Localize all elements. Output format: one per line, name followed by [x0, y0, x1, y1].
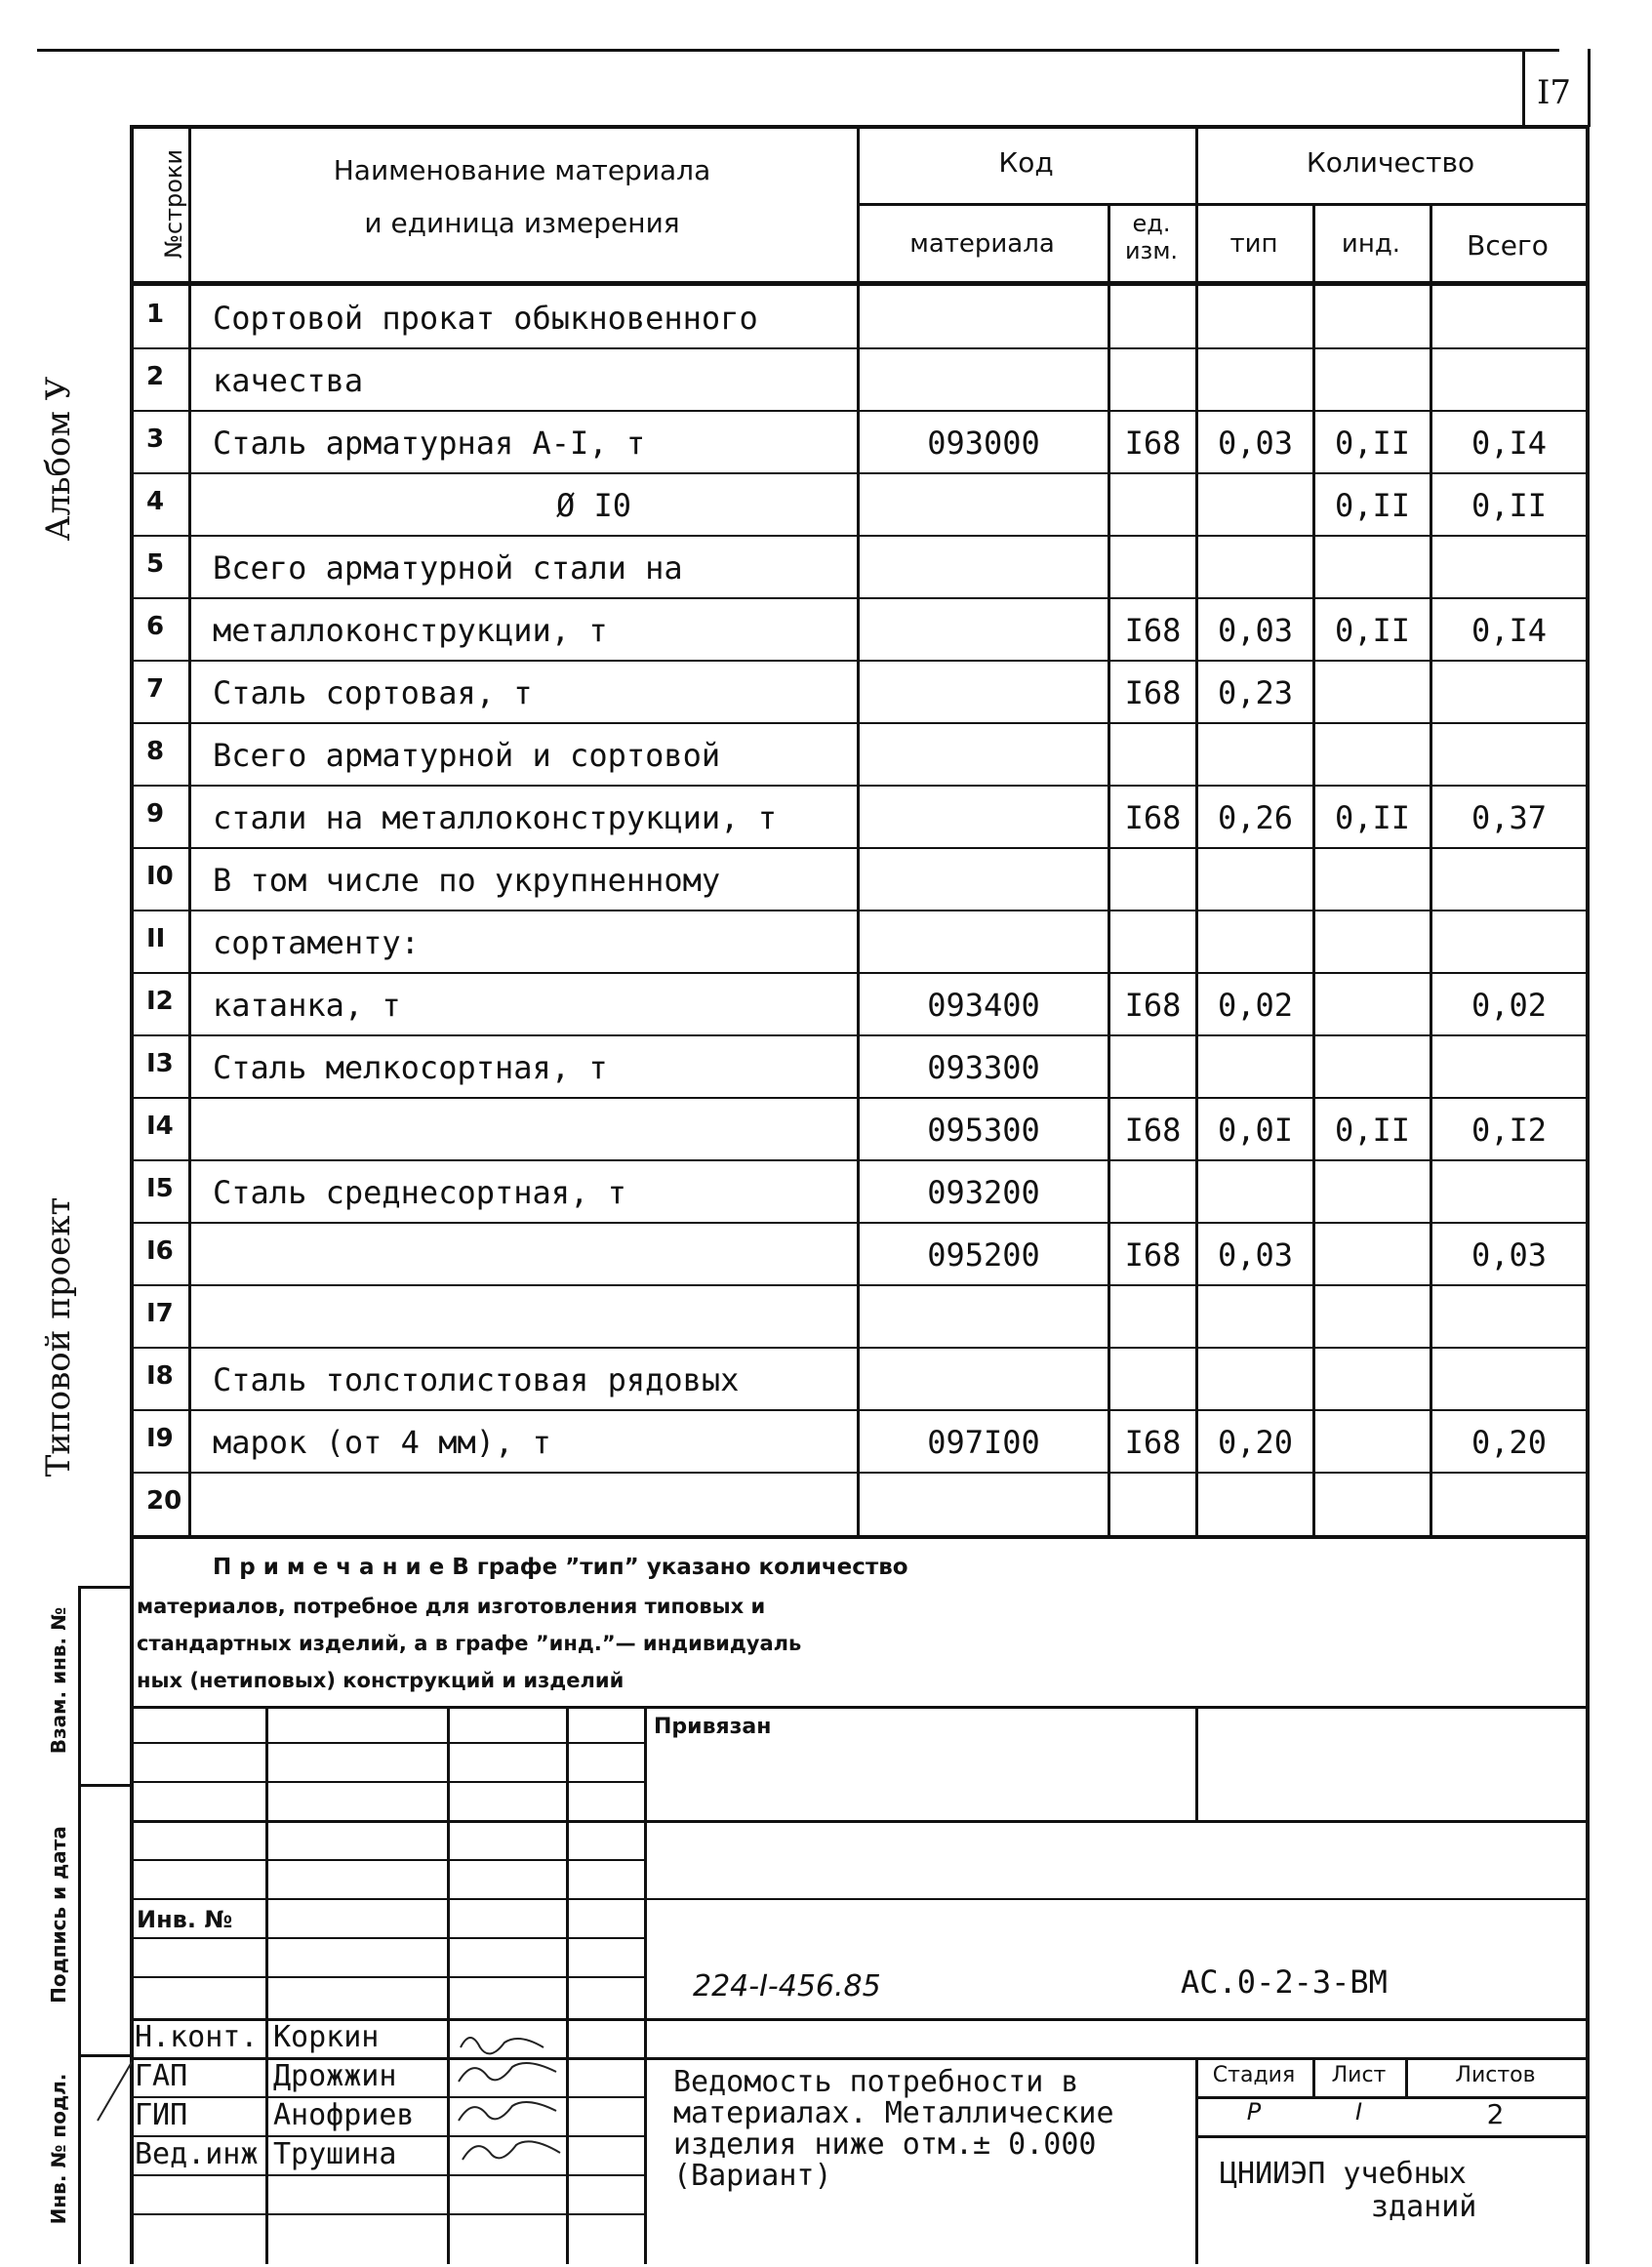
cell-typ: 0,03	[1217, 1236, 1294, 1274]
cell-typ: 0,26	[1217, 799, 1294, 836]
cell-total: 0,II	[1471, 487, 1548, 524]
header-row-no: №строки	[160, 148, 187, 260]
stamp-role: Вед.инж	[135, 2137, 259, 2171]
row-number: II	[146, 924, 166, 953]
cell-typ: 0,02	[1217, 987, 1294, 1024]
cell-total: 0,I4	[1471, 612, 1548, 649]
cell-total: 0,03	[1471, 1236, 1548, 1274]
header-ind: инд.	[1341, 229, 1401, 259]
stamp-org-line2: зданий	[1371, 2190, 1477, 2224]
cell-total: 0,02	[1471, 987, 1548, 1024]
cell-typ: 0,20	[1217, 1424, 1294, 1461]
cell-unit: I68	[1124, 1112, 1182, 1149]
header-bottom-rule	[130, 281, 1590, 286]
cell-code: 095200	[927, 1236, 1040, 1274]
stamp-org-line1: ЦНИИЭП учебных	[1220, 2157, 1467, 2191]
header-name-line1: Наименование материала	[333, 154, 711, 186]
row-number: I3	[146, 1049, 174, 1078]
cell-code: 093200	[927, 1174, 1040, 1211]
header-unit-line1: ед.	[1132, 210, 1171, 237]
cell-code: 097I00	[927, 1424, 1040, 1461]
material-name: Сталь среднесортная, т	[213, 1174, 626, 1211]
row-number: 3	[146, 425, 165, 454]
row-number: I4	[146, 1112, 174, 1141]
row-number: 5	[146, 549, 165, 579]
stamp-person-name: Коркин	[273, 2020, 380, 2054]
row-number: I8	[146, 1361, 174, 1391]
side-label-vzam: Взам. инв. №	[47, 1606, 70, 1755]
cell-unit: I68	[1124, 674, 1182, 711]
cell-unit: I68	[1124, 1424, 1182, 1461]
cell-total: 0,37	[1471, 799, 1548, 836]
header-code: Код	[998, 146, 1054, 179]
cell-unit: I68	[1124, 612, 1182, 649]
material-name: В том числе по укрупненному	[213, 862, 721, 899]
material-name: качества	[213, 362, 364, 399]
note-line2: материалов, потребное для изготовления типовых и	[137, 1595, 766, 1618]
material-name: Ø I0	[556, 487, 632, 524]
cell-code: 093400	[927, 987, 1040, 1024]
stamp-code: АС.0-2-3-ВМ	[1181, 1963, 1388, 2001]
stamp-sheet-label: Лист	[1331, 2063, 1387, 2087]
cell-ind: 0,II	[1334, 487, 1411, 524]
stamp-role: ГИП	[135, 2098, 188, 2132]
row-number: I7	[146, 1299, 174, 1328]
material-name: катанка, т	[213, 987, 401, 1024]
side-label-podpis: Подпись и дата	[47, 1826, 70, 2004]
page-number-frame	[1522, 49, 1525, 127]
row-number: I6	[146, 1236, 174, 1266]
cell-ind: 0,II	[1334, 612, 1411, 649]
row-number: I5	[146, 1174, 174, 1203]
stamp-person-name: Дрожжин	[273, 2059, 397, 2093]
material-name: сортаменту:	[213, 924, 420, 961]
row-number: 4	[146, 487, 165, 516]
header-material: материала	[909, 229, 1055, 259]
note-line1: П р и м е ч а н и е В графе ”тип” указано количество	[213, 1555, 908, 1580]
material-name: Всего арматурной стали на	[213, 549, 683, 587]
note-line4: ных (нетиповых) конструкций и изделий	[137, 1669, 625, 1692]
row-number: 8	[146, 737, 165, 766]
cell-ind: 0,II	[1334, 425, 1411, 462]
header-name-line2: и единица измерения	[364, 207, 680, 239]
stamp-inv-no: Инв. №	[137, 1906, 233, 1933]
cell-code: 093000	[927, 425, 1040, 462]
cell-unit: I68	[1124, 799, 1182, 836]
header-typ: тип	[1229, 229, 1278, 259]
stamp-sheet: I	[1354, 2098, 1363, 2125]
material-name: марок (от 4 мм), т	[213, 1424, 551, 1461]
stamp-title: Ведомость потребности в материалах. Металлические изделия ниже отм.± 0.000 (Вариант)	[673, 2065, 1114, 2193]
slash-mark	[83, 2057, 141, 2125]
side-strip-line	[78, 1586, 81, 2264]
page-number: I7	[1537, 73, 1572, 112]
cell-typ: 0,0I	[1217, 1112, 1294, 1149]
side-label-project: Типовой проект	[39, 1196, 78, 1478]
row-number: 20	[146, 1486, 182, 1516]
note-line3: стандартных изделий, а в графе ”инд.”— индивидуаль	[137, 1632, 802, 1655]
stamp-sheets-label: Листов	[1455, 2063, 1536, 2087]
cell-ind: 0,II	[1334, 1112, 1411, 1149]
stamp-sheets: 2	[1486, 2098, 1505, 2130]
row-number: 6	[146, 612, 165, 641]
stamp-privyazan: Привязан	[654, 1715, 772, 1739]
header-total: Всего	[1467, 229, 1549, 262]
material-name: Всего арматурной и сортовой	[213, 737, 721, 774]
material-name: Сталь сортовая, т	[213, 674, 533, 711]
page-number-frame-right	[1588, 49, 1591, 127]
cell-unit: I68	[1124, 987, 1182, 1024]
cell-ind: 0,II	[1334, 799, 1411, 836]
cell-total: 0,I4	[1471, 425, 1548, 462]
header-unit-line2: изм.	[1124, 237, 1179, 264]
material-name: Сталь мелкосортная, т	[213, 1049, 608, 1086]
side-label-inv-podl: Инв. № подл.	[47, 2073, 70, 2225]
material-name: Сталь арматурная А-I, т	[213, 425, 646, 462]
cell-code: 095300	[927, 1112, 1040, 1149]
material-name: Сталь толстолистовая рядовых	[213, 1361, 740, 1398]
row-number: I2	[146, 987, 174, 1016]
stamp-role: ГАП	[135, 2059, 188, 2093]
frame-left	[130, 127, 134, 2264]
signatures-image	[451, 2018, 568, 2213]
row-number: 9	[146, 799, 165, 829]
stamp-stage-label: Стадия	[1212, 2063, 1296, 2087]
top-rule	[37, 49, 1559, 52]
row-number: 2	[146, 362, 165, 391]
table-bottom-rule	[130, 1535, 1590, 1539]
stamp-role: Н.конт.	[135, 2020, 259, 2054]
stamp-person-name: Трушина	[273, 2137, 397, 2171]
stamp-top-rule	[130, 1706, 1590, 1709]
row-number: 1	[146, 300, 165, 329]
cell-typ: 0,23	[1217, 674, 1294, 711]
cell-total: 0,20	[1471, 1424, 1548, 1461]
cell-unit: I68	[1124, 425, 1182, 462]
cell-total: 0,I2	[1471, 1112, 1548, 1149]
header-quantity: Количество	[1306, 146, 1475, 179]
material-name: металлоконструкции, т	[213, 612, 608, 649]
row-number: I0	[146, 862, 174, 891]
material-name: стали на металлоконструкции, т	[213, 799, 777, 836]
cell-typ: 0,03	[1217, 612, 1294, 649]
material-name: Сортовой прокат обыкновенного	[213, 300, 758, 337]
frame-top	[130, 125, 1590, 129]
frame-right	[1586, 127, 1590, 2264]
row-number: 7	[146, 674, 165, 704]
stamp-doc-no: 224-I-456.85	[693, 1969, 881, 2004]
row-number: I9	[146, 1424, 174, 1453]
cell-code: 093300	[927, 1049, 1040, 1086]
cell-typ: 0,03	[1217, 425, 1294, 462]
stamp-stage: Р	[1246, 2098, 1262, 2125]
cell-unit: I68	[1124, 1236, 1182, 1274]
stamp-person-name: Анофриев	[273, 2098, 415, 2132]
side-label-album: Альбом У	[39, 376, 78, 542]
